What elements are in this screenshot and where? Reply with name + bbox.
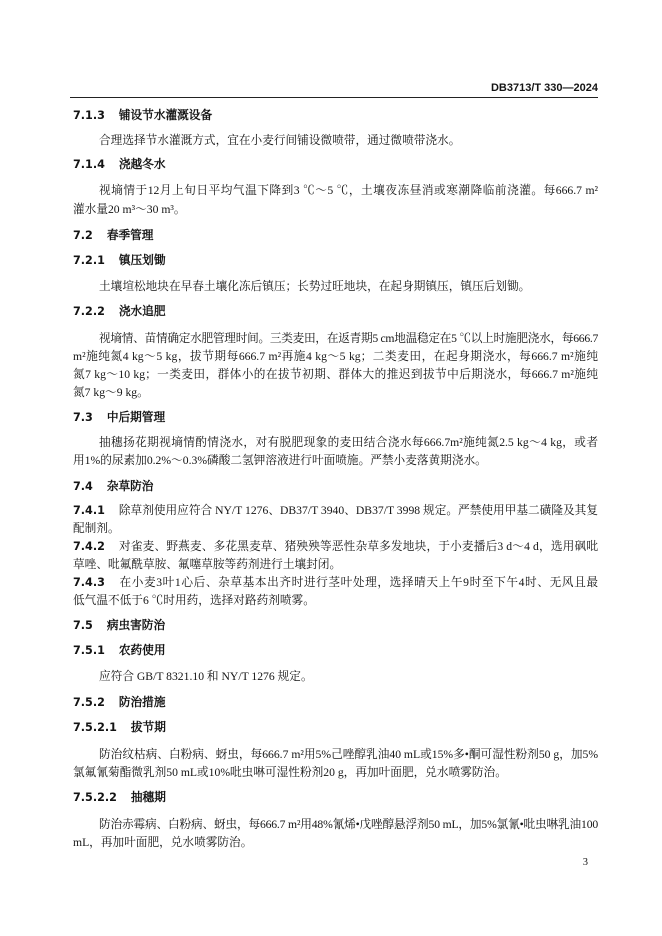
paragraph-line: 抽穗扬花期视墒情酌情浇水，对有脱肥现象的麦田结合浇水每666.7m²施纯氮2.5 kg～4 kg，或者 (99, 436, 598, 449)
paragraph-line: 视墒情于12月上旬日平均气温下降到3 ℃～5 ℃，土壤夜冻昼消或寒潮降临前浇灌。每666.7 m² (99, 184, 598, 197)
clause-7-4-1 (73, 502, 598, 538)
heading-number: 7.1.4 (73, 158, 105, 171)
heading-title: 中后期管理 (106, 411, 166, 424)
heading-number: 7.1.3 (73, 109, 105, 122)
heading-title: 防治措施 (118, 696, 166, 709)
heading-7-5 (73, 617, 598, 635)
heading-7-5-1 (73, 642, 598, 660)
paragraph-line: 合理选择节水灌溉方式，宜在小麦行间铺设微喷带，通过微喷带浇水。 (99, 134, 461, 147)
heading-7-2 (73, 227, 598, 245)
paragraph-line: 氮7 kg～10 kg；一类麦田，群体小的在拔节初期、群体大的推迟到拔节中后期浇水，每666.7 m²施纯 (73, 368, 598, 381)
page-number: 3 (582, 857, 588, 868)
paragraph-line: 低气温不低于6 ℃时用药，选择对路药剂喷雾。 (73, 594, 315, 607)
heading-number: 7.4 (73, 480, 93, 493)
clause-number: 7.4.3 (73, 576, 105, 589)
paragraph-line (73, 574, 598, 592)
clause-7-4-2 (73, 538, 598, 574)
heading-7-1-3 (73, 107, 598, 125)
running-header: DB3713/T 330—2024 (490, 82, 598, 94)
paragraph-7-5-2-1 (73, 746, 598, 782)
heading-title: 春季管理 (106, 229, 154, 242)
heading-number: 7.5.2 (73, 696, 105, 709)
heading-7-3 (73, 409, 598, 427)
paragraph-7-2-2 (73, 330, 598, 402)
heading-7-4 (73, 478, 598, 496)
paragraph-7-1-4 (73, 181, 598, 219)
heading-title: 浇越冬水 (118, 158, 166, 171)
heading-number: 7.5.1 (73, 644, 105, 657)
heading-title: 镇压划锄 (118, 254, 166, 267)
clause-7-4-3 (73, 574, 598, 610)
paragraph-7-1-3 (73, 132, 598, 150)
heading-7-2-2 (73, 303, 598, 321)
heading-number: 7.5.2.2 (73, 791, 117, 804)
paragraph-line: 防治纹枯病、白粉病、蚜虫，每666.7 m²用5%己唑醇乳油40 mL或15%多•酮可湿性粉剂50 g，加5% (99, 748, 599, 761)
heading-title: 抽穗期 (130, 791, 166, 804)
paragraph-7-3 (73, 434, 598, 470)
heading-7-5-2-1 (73, 719, 598, 737)
paragraph-7-2-1 (73, 278, 598, 296)
heading-number: 7.2.1 (73, 254, 105, 267)
heading-title: 浇水追肥 (118, 305, 166, 318)
heading-7-2-1 (73, 252, 598, 270)
paragraph-line: 草唑、吡氟酰草胺、氟噻草胺等药剂进行土壤封闭。 (73, 558, 342, 571)
paragraph-line: 防治赤霉病、白粉病、蚜虫，每666.7 m²用48%氰烯•戊唑醇悬浮剂50 mL，加5%氯氰•吡虫啉乳油100 (99, 818, 598, 831)
heading-number: 7.5 (73, 619, 93, 632)
header-rule (70, 97, 598, 98)
paragraph-line: 土壤塇松地块在早春土壤化冻后镇压；长势过旺地块，在起身期镇压，镇压后划锄。 (99, 280, 531, 293)
paragraph-line: 灌水量20 m³～30 m³。 (73, 203, 186, 216)
heading-title: 农药使用 (118, 644, 166, 657)
heading-number: 7.2.2 (73, 305, 105, 318)
paragraph-line: 配制剂。 (73, 522, 120, 535)
heading-title: 铺设节水灌溉设备 (118, 109, 213, 122)
paragraph-line: m²施纯氮4 kg～5 kg，拔节期每666.7 m²再施4 kg～5 kg；二类麦田，在起身期浇水，每666.7 m²施纯 (73, 350, 598, 363)
heading-7-1-4 (73, 156, 598, 174)
paragraph-line: 氯氟氰菊酯微乳剂50 mL或10%吡虫啉可湿性粉剂20 g，再加叶面肥，兑水喷雾防治。 (73, 766, 507, 779)
heading-number: 7.3 (73, 411, 93, 424)
paragraph-7-5-1 (73, 668, 598, 686)
clause-number: 7.4.2 (73, 540, 105, 553)
heading-title: 拔节期 (130, 721, 166, 734)
paragraph-line: 视墒情、苗情确定水肥管理时间。三类麦田，在返青期5 cm地温稳定在5 ℃以上时施肥浇水，每666.7 (99, 332, 598, 345)
clause-text: 对雀麦、野燕麦、多花黑麦草、猪殃殃等恶性杂草多发地块，于小麦播后3 d～4 d，选用砜吡 (118, 540, 598, 553)
clause-text: 在小麦3叶1心后、杂草基本出齐时进行茎叶处理，选择晴天上午9时至下午4时、无风且最 (118, 576, 598, 589)
heading-number: 7.5.2.1 (73, 721, 117, 734)
heading-number: 7.2 (73, 229, 93, 242)
clause-text: 除草剂使用应符合 NY/T 1276、DB37/T 3940、DB37/T 3998 规定。严禁使用甲基二磺隆及其复 (118, 504, 598, 517)
paragraph-line: 用1%的尿素加0.2%～0.3%磷酸二氢钾溶液进行叶面喷施。严禁小麦落黄期浇水。 (73, 454, 487, 467)
paragraph-line (73, 538, 598, 556)
paragraph-7-5-2-2 (73, 816, 598, 852)
heading-7-5-2 (73, 694, 598, 712)
paragraph-line: mL，再加叶面肥，兑水喷雾防治。 (73, 836, 253, 849)
paragraph-line: 应符合 GB/T 8321.10 和 NY/T 1276 规定。 (99, 670, 313, 683)
paragraph-line: 氮7 kg～9 kg。 (73, 386, 149, 399)
heading-title: 病虫害防治 (106, 619, 166, 632)
heading-title: 杂草防治 (106, 480, 154, 493)
heading-7-5-2-2 (73, 789, 598, 807)
paragraph-line (73, 502, 598, 520)
clause-number: 7.4.1 (73, 504, 105, 517)
